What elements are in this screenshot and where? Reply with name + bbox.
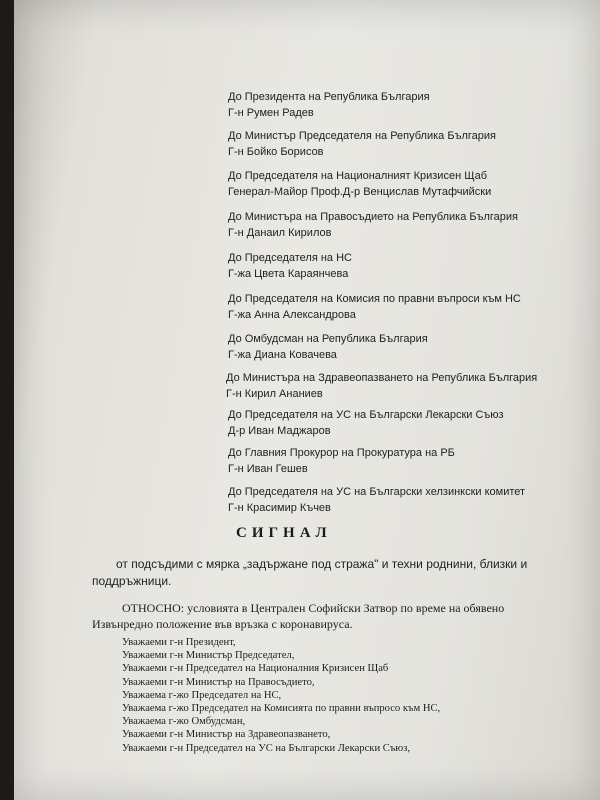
addressee-line: До Председателя на Националният Кризисен Щаб <box>228 170 488 182</box>
salutation-line: Уважаема г-жо Омбудсман, <box>122 716 246 728</box>
addressee-line: До Министър Председателя на Република България <box>228 130 496 142</box>
addressee-name: Г-н Данаил Кирилов <box>228 227 332 239</box>
addressee-name: Г-н Румен Радев <box>228 107 314 119</box>
addressee-justice-minister <box>228 209 518 241</box>
addressee-name: Г-жа Цвета Караянчева <box>228 268 349 280</box>
addressee-line: До Министъра на Правосъдието на Република България <box>228 211 519 223</box>
addressee-line: До Президента на Република България <box>228 91 430 103</box>
addressee-name: Генерал-Майор Проф.Д-р Венцислав Мутафчийски <box>228 186 492 198</box>
subtitle-line: поддръжници. <box>92 574 172 588</box>
salutation-line: Уважаеми г-н Президент, <box>122 637 236 648</box>
addressee-crisis-hq <box>228 168 491 200</box>
addressee-line: До Министъра на Здравеопазването на Република България <box>226 372 538 384</box>
addressee-name: Г-н Красимир Къчев <box>228 502 331 514</box>
salutation-line: Уважаема г-жо Председател на Комисията по правни въпросо към НС, <box>122 703 441 715</box>
regarding-line: Извънредно положение във връзка с коронавируса. <box>92 617 353 631</box>
addressee-health-minister <box>226 370 537 402</box>
regarding-line: ОТНОСНО: условията в Централен Софийски Затвор по време на обявено <box>122 601 505 615</box>
addressee-medical-union <box>228 407 504 439</box>
addressee-line: До Председателя на УС на Български Лекарски Съюз <box>228 409 504 421</box>
addressee-line: До Омбудсман на Република България <box>228 333 428 345</box>
addressee-name: Г-жа Анна Александрова <box>228 309 356 321</box>
salutation-line: Уважаема г-жо Председател на НС, <box>122 689 282 701</box>
salutation-line: Уважаеми г-н Председател на УС на Български Лекарски Съюз, <box>122 742 411 754</box>
addressee-ombudsman <box>228 331 428 363</box>
salutation-line: Уважаеми г-н Председател на Националния Кризисен Щаб <box>122 663 389 675</box>
addressee-line: До Председателя на Комисия по правни въпроси към НС <box>228 293 521 305</box>
addressee-line: До Председателя на УС на Български хелзинкски комитет <box>228 486 526 498</box>
addressee-name: Г-жа Диана Ковачева <box>228 349 337 361</box>
regarding-paragraph <box>92 600 532 632</box>
salutation-line: Уважаеми г-н Министър на Правосъдието, <box>122 676 315 688</box>
addressee-parliament-chair <box>228 250 352 282</box>
addressee-president <box>228 89 430 121</box>
addressee-name: Г-н Бойко Борисов <box>228 146 324 158</box>
addressee-name: Г-н Кирил Ананиев <box>226 388 323 400</box>
salutation-line: Уважаеми г-н Министър Председател, <box>122 650 295 662</box>
addressee-prosecutor <box>228 445 455 477</box>
addressee-helsinki-committee <box>228 484 525 516</box>
subtitle-line: от подсъдими с мярка „задържане под стража" и техни роднини, близки и <box>116 557 528 571</box>
document-subtitle <box>92 556 532 590</box>
document-page <box>14 0 600 800</box>
addressee-name: Г-н Иван Гешев <box>228 463 308 475</box>
addressee-name: Д-р Иван Маджаров <box>228 425 331 437</box>
document-title: СИГНАЛ <box>236 525 332 541</box>
addressee-prime-minister <box>228 128 496 160</box>
salutation-list <box>122 636 440 755</box>
addressee-line: До Главния Прокурор на Прокуратура на РБ <box>228 447 455 459</box>
salutation-line: Уважаеми г-н Министър на Здравеопазването, <box>122 729 331 741</box>
addressee-legal-committee <box>228 291 521 323</box>
addressee-line: До Председателя на НС <box>228 252 352 264</box>
